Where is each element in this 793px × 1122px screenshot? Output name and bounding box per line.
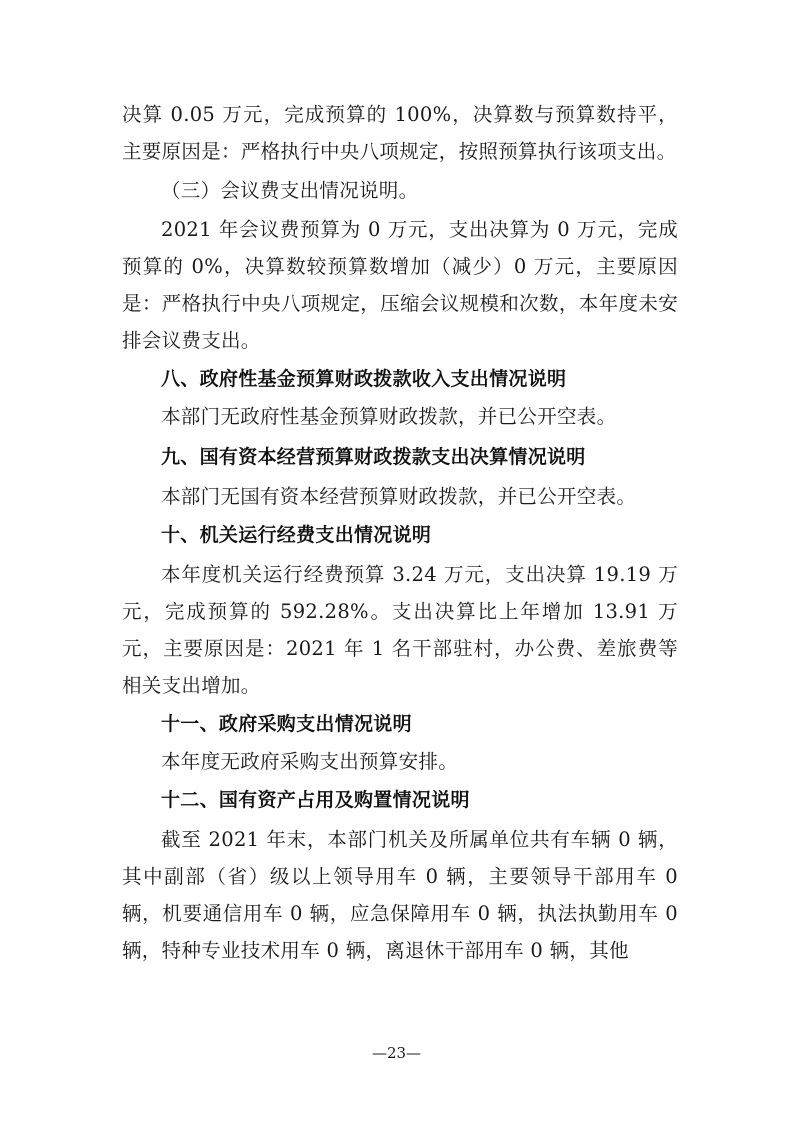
section-12-heading: 十二、国有资产占用及购置情况说明	[161, 789, 470, 811]
section-8-paragraph: 本部门无政府性基金预算财政拨款，并已公开空表。	[161, 405, 617, 428]
document-body	[122, 96, 678, 969]
section-12-paragraph: 截至 2021 年末，本部门机关及所属单位共有车辆 0 辆，其中副部（省）级以上领导用车 0 辆，主要领导干部用车 0 辆，机要通信用车 0 辆，应急保障用车 0 辆，执法执勤用车 0 辆，特种专业技术用车 0 辆，离退休干部用车 0 辆，其他	[122, 828, 678, 962]
section-11-heading: 十一、政府采购支出情况说明	[161, 713, 412, 735]
section-9-paragraph: 本部门无国有资本经营预算财政拨款，并已公开空表。	[161, 485, 637, 508]
section-10-heading: 十、机关运行经费支出情况说明	[161, 524, 432, 546]
section-10-paragraph: 本年度机关运行经费预算 3.24 万元，支出决算 19.19 万元，完成预算的 592.28%。支出决算比上年增加 13.91 万元，主要原因是：2021 年 1 名干部驻村，办公费、差旅费等相关支出增加。	[122, 563, 678, 697]
section-8-heading: 八、政府性基金预算财政拨款收入支出情况说明	[161, 368, 567, 390]
meeting-conclusion-paragraph: 决算 0.05 万元，完成预算的 100%，决算数与预算数持平，主要原因是：严格执行中央八项规定，按照预算执行该项支出。	[122, 103, 678, 163]
section-11-paragraph: 本年度无政府采购支出预算安排。	[161, 750, 459, 773]
meeting-fee-paragraph: 2021 年会议费预算为 0 万元，支出决算为 0 万元，完成预算的 0%，决算数较预算数增加（减少）0 万元，主要原因是：严格执行中央八项规定，压缩会议规模和次数，本年度未安排会议费支出。	[122, 218, 678, 352]
meeting-fee-subheading: （三）会议费支出情况说明。	[161, 179, 419, 202]
section-9-heading: 九、国有资本经营预算财政拨款支出决算情况说明	[161, 446, 586, 468]
page-number: —23—	[371, 1044, 422, 1062]
